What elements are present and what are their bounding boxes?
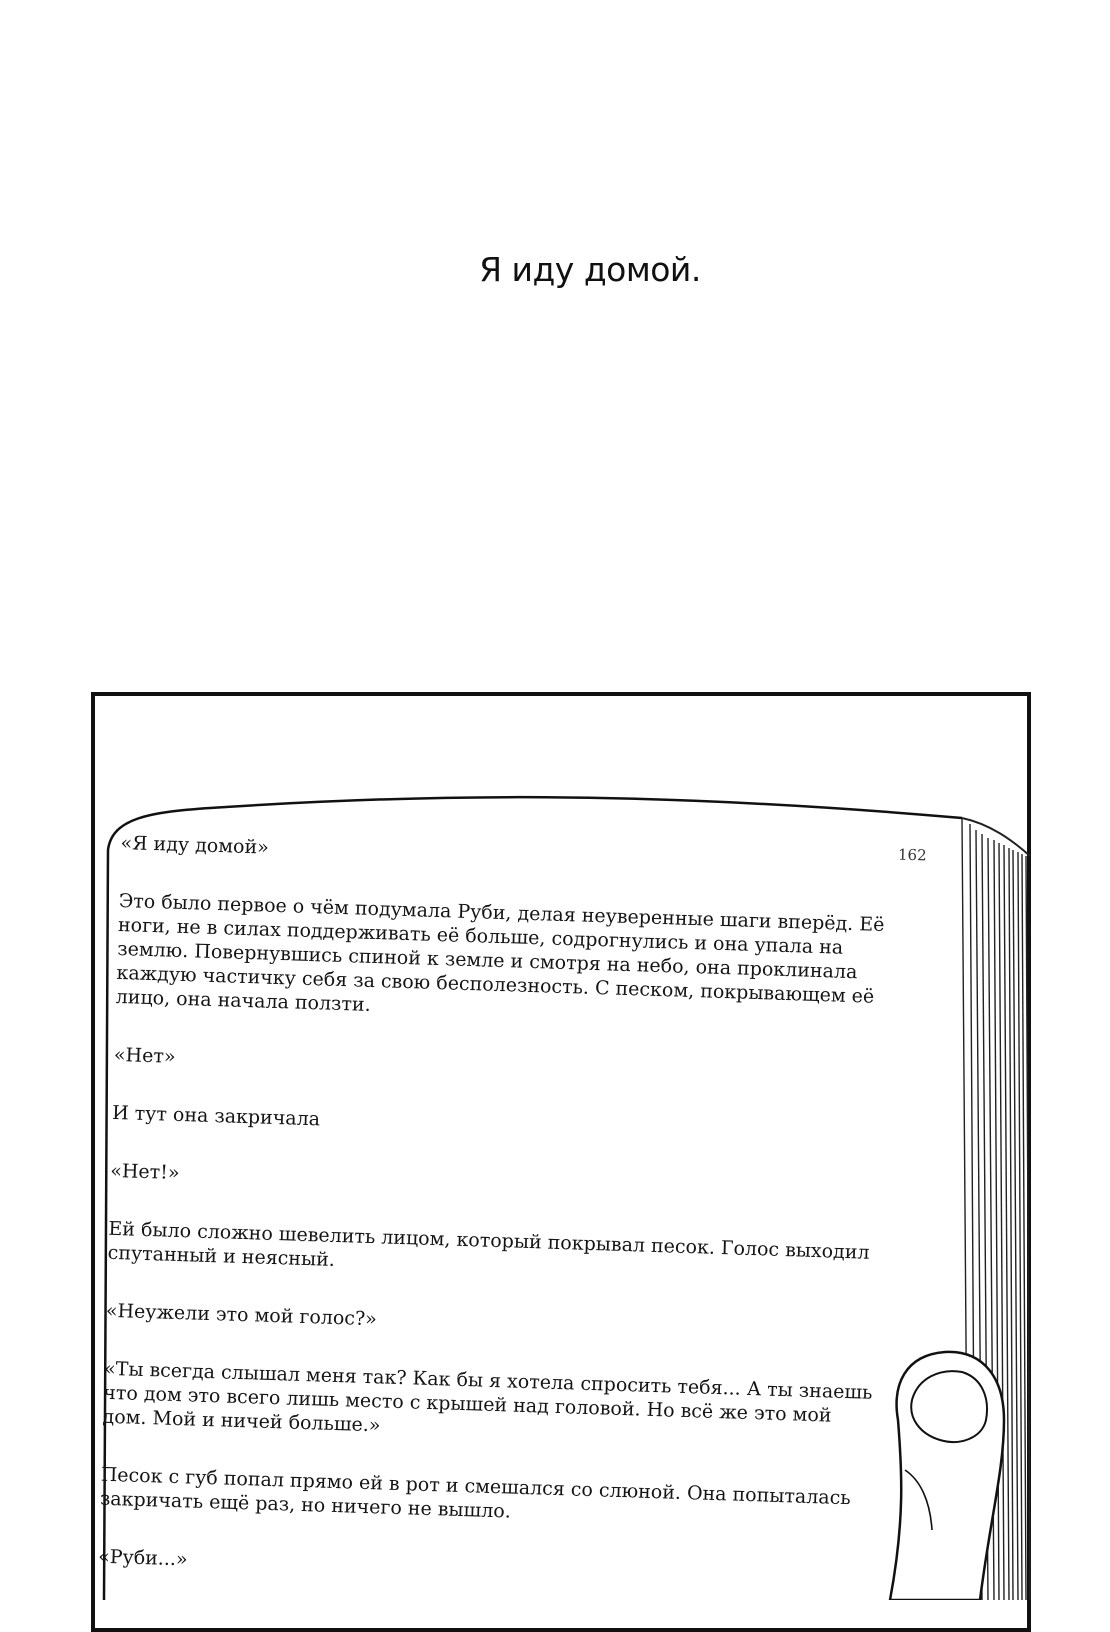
paragraph: «Неужели это мой голос?» <box>105 1299 378 1331</box>
paragraph: «Руби...» <box>97 1545 188 1571</box>
book-page-text <box>97 831 891 1627</box>
paragraph: «Ты всегда слышал меня так? Как бы я хотела спросить тебя... А ты знаешь что дом это всего лишь место с крышей над головой. Но всё же это мой дом. Мой и ничей больше.» <box>102 1357 873 1437</box>
paragraph: «Нет!» <box>109 1159 180 1185</box>
paragraph: Это было первое о чём подумала Руби, делая неуверенные шаги вперёд. Её ноги, не в силах поддерживать её больше, содрогнулись и она упала на землю. Повернувшись спиной к земле и смотря на небо, она проклинала каждую частичку себя за свою бесполезность. С песком, покрывающем её лицо, она начала ползти. <box>115 889 885 1016</box>
paragraph: Песок с губ попал прямо ей в рот и смешался со слюной. Она попыталась закричать ещё раз, но ничего не вышло. <box>99 1463 851 1523</box>
paragraph: «Я иду домой» <box>120 831 270 859</box>
page-number: 162 <box>897 845 927 865</box>
caption-text: Я иду домой. <box>479 250 701 289</box>
paragraph: И тут она закричала <box>111 1101 321 1131</box>
thumb-drawing <box>890 1352 1004 1600</box>
paragraph: Ей было сложно шевелить лицом, который покрывал песок. Голос выходил спутанный и неясный. <box>107 1217 870 1271</box>
paragraph: «Нет» <box>113 1043 176 1068</box>
